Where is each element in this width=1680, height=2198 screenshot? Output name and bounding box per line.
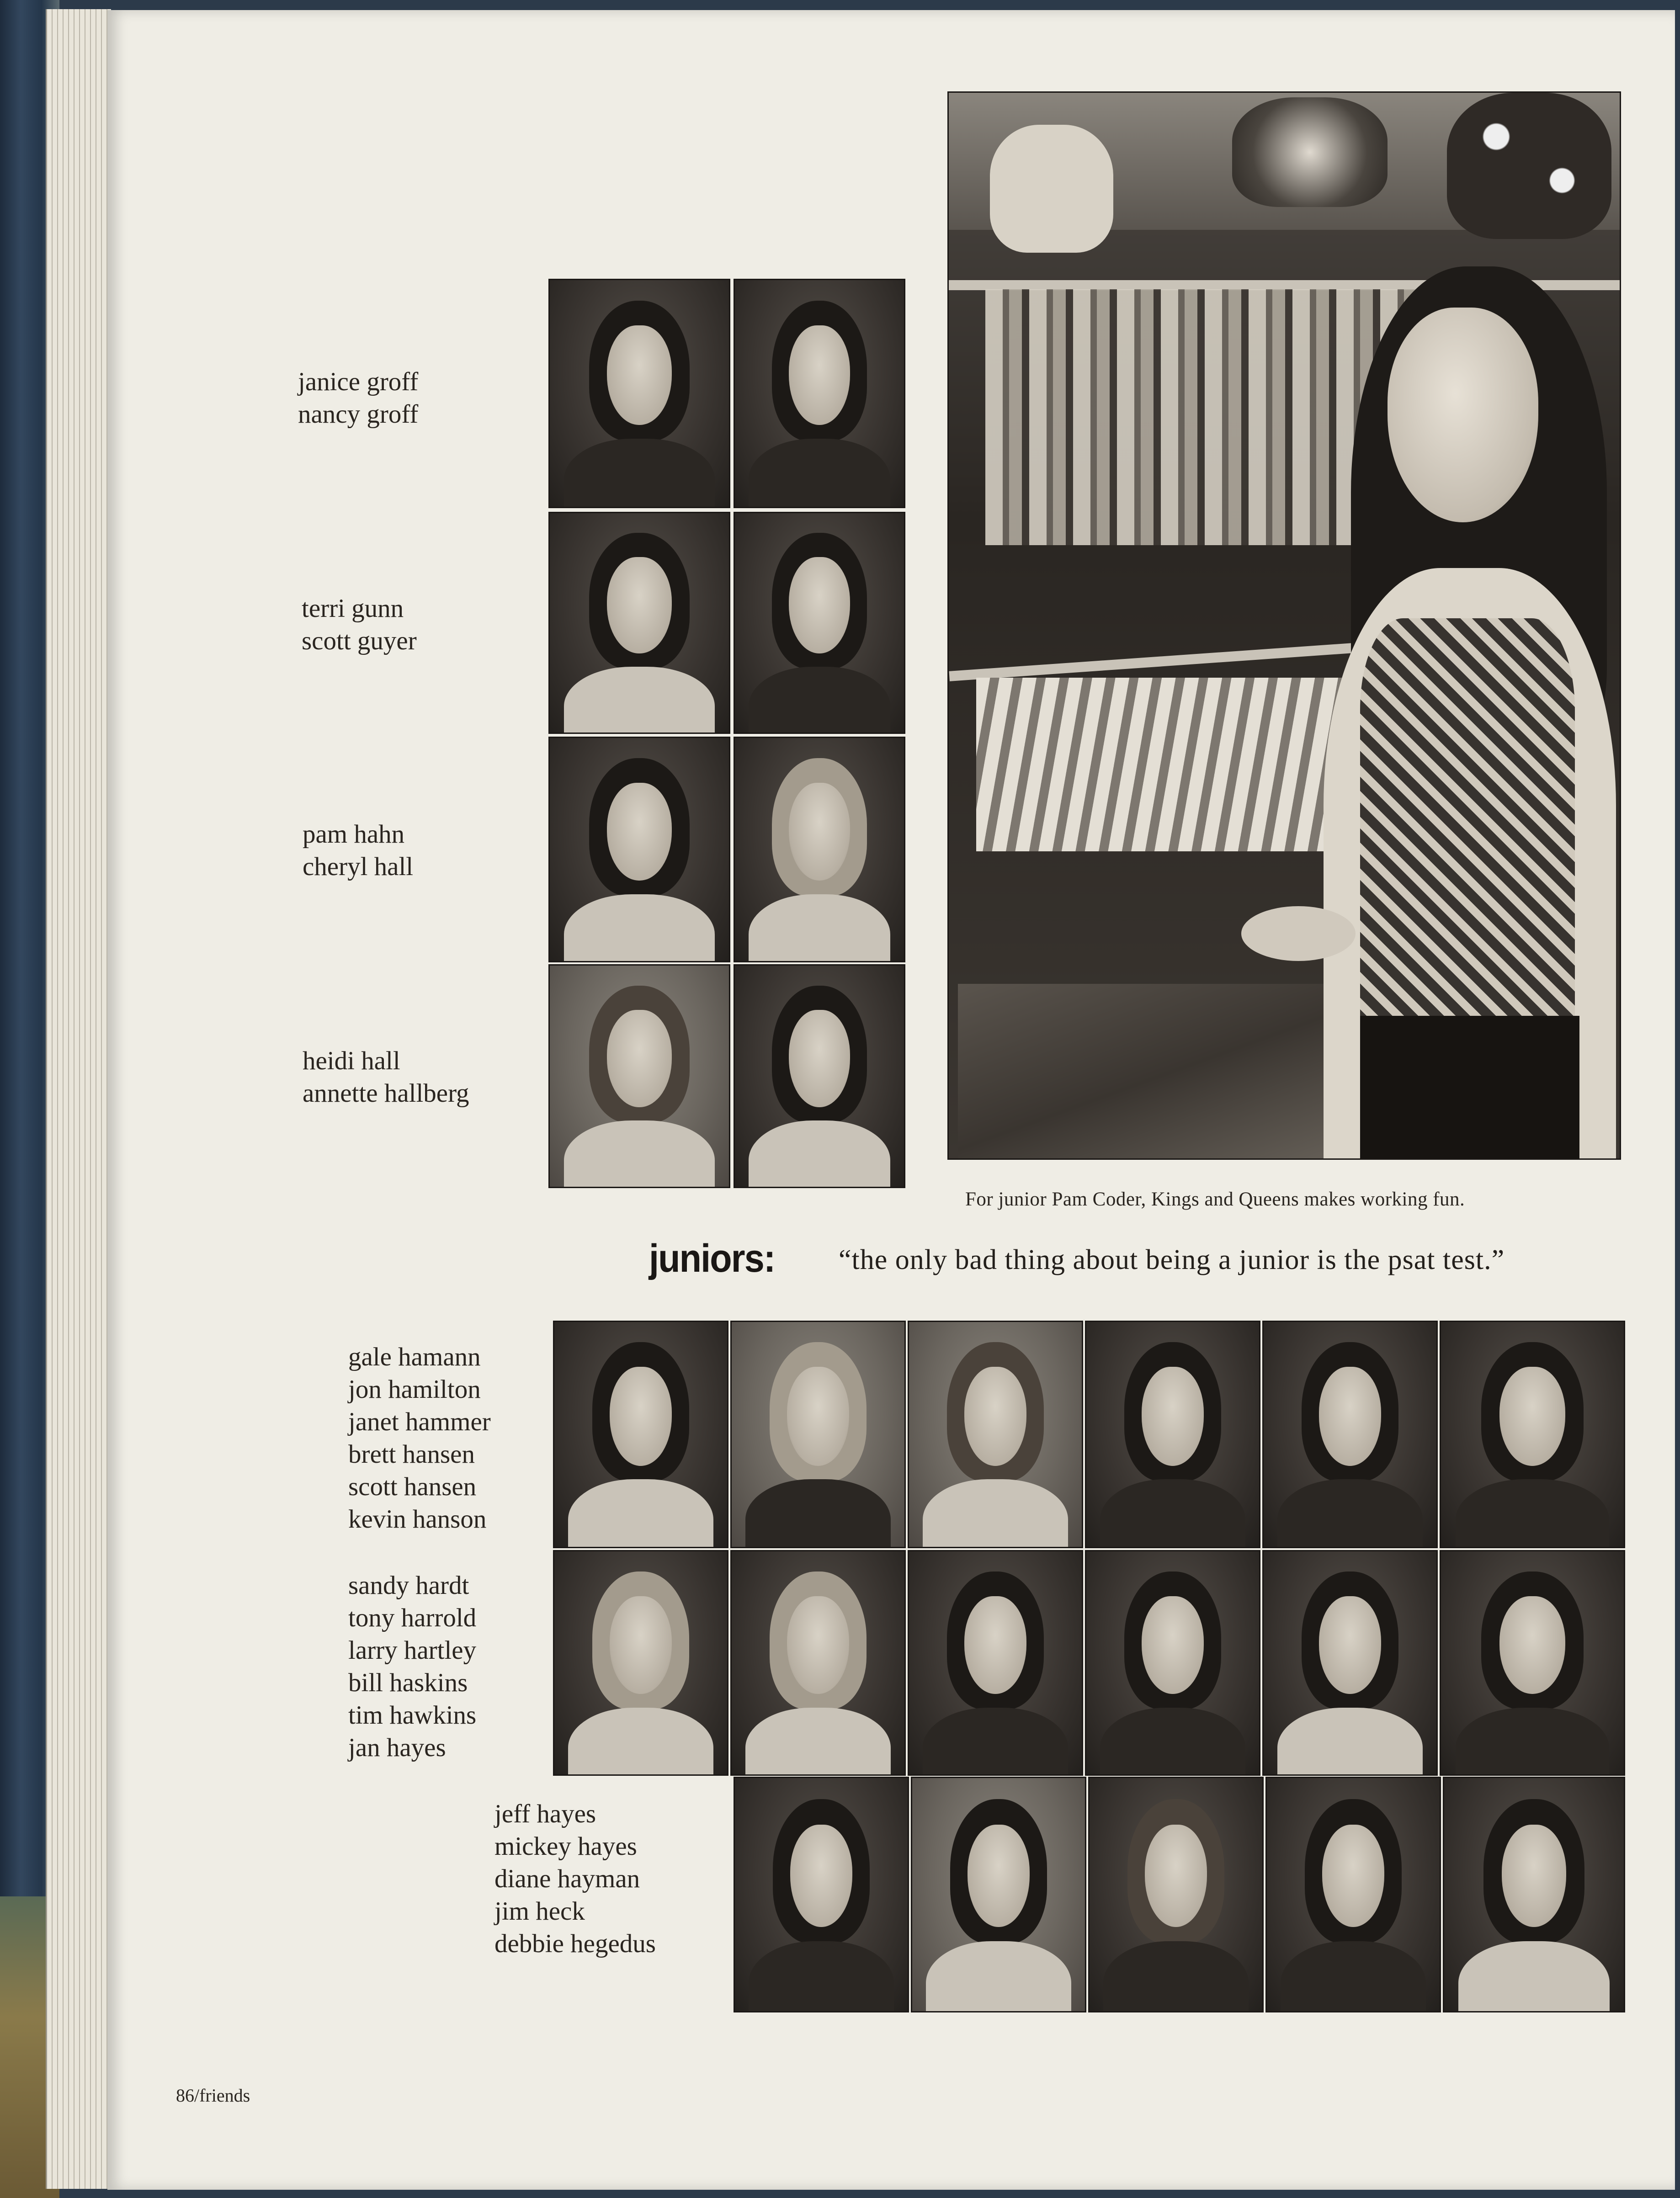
name-pair-4 — [303, 1045, 469, 1110]
student-name: annette hallberg — [303, 1079, 469, 1108]
section-quote: “the only bad thing about being a junior is the psat test.” — [839, 1244, 1505, 1275]
student-name: sandy hardt — [348, 1571, 469, 1600]
page-folio: 86/friends — [176, 2085, 250, 2106]
hanging-purse — [1232, 97, 1388, 207]
portrait-sandy-hardt — [553, 1550, 728, 1776]
portrait-nancy-groff — [734, 279, 905, 508]
woman-face — [1388, 308, 1538, 522]
jackets — [958, 984, 1369, 1160]
portrait-jon-hamilton — [730, 1321, 906, 1548]
student-name: nancy groff — [298, 400, 419, 429]
name-pair-3 — [303, 818, 413, 883]
name-pair-1 — [298, 366, 418, 430]
portrait-cheryl-hall — [734, 737, 905, 962]
student-name: pam hahn — [303, 820, 405, 849]
student-name: tim hawkins — [348, 1701, 477, 1730]
portrait-diane-hayman — [1088, 1777, 1264, 2012]
student-name: tony harrold — [348, 1603, 477, 1632]
portrait-jeff-hayes — [734, 1777, 909, 2012]
portrait-scott-guyer — [734, 512, 905, 734]
student-name: cheryl hall — [303, 852, 414, 881]
student-name: janet hammer — [348, 1407, 491, 1436]
student-name: brett hansen — [348, 1440, 475, 1469]
portrait-tony-harrold — [730, 1550, 906, 1776]
portrait-pam-hahn — [548, 737, 730, 962]
photo-caption: For junior Pam Coder, Kings and Queens makes working fun. — [965, 1189, 1465, 1210]
portrait-scott-hansen — [1262, 1321, 1438, 1548]
student-name: debbie hegedus — [494, 1929, 656, 1958]
portrait-kevin-hanson — [1440, 1321, 1625, 1548]
student-name: scott guyer — [302, 626, 417, 655]
portrait-debbie-hegedus — [1443, 1777, 1625, 2012]
portrait-janet-hammer — [908, 1321, 1083, 1548]
student-name: jeff hayes — [494, 1800, 596, 1828]
portrait-annette-hallberg — [734, 964, 905, 1188]
student-name: larry hartley — [348, 1636, 477, 1665]
section-heading: juniors: — [649, 1237, 775, 1280]
portrait-larry-hartley — [908, 1550, 1083, 1776]
portrait-bill-haskins — [1085, 1550, 1260, 1776]
student-name: diane hayman — [494, 1864, 640, 1893]
hanging-purse — [990, 125, 1113, 253]
student-name: kevin hanson — [348, 1505, 487, 1534]
portrait-terri-gunn — [548, 512, 730, 734]
portrait-tim-hawkins — [1262, 1550, 1438, 1776]
portrait-mickey-hayes — [911, 1777, 1086, 2012]
student-name: jim heck — [494, 1897, 585, 1926]
name-list-row-1 — [348, 1341, 491, 1535]
portrait-brett-hansen — [1085, 1321, 1260, 1548]
woman-hand — [1241, 906, 1356, 961]
student-name: bill haskins — [348, 1668, 468, 1697]
woman-skirt — [1360, 1016, 1579, 1160]
portrait-janice-groff — [548, 279, 730, 508]
student-name: jan hayes — [348, 1733, 446, 1762]
student-name: janice groff — [298, 367, 419, 396]
portrait-heidi-hall — [548, 964, 730, 1188]
portrait-gale-hamann — [553, 1321, 728, 1548]
student-name: gale hamann — [348, 1343, 481, 1371]
page-edges — [46, 9, 111, 2189]
woman-patterned-vest — [1360, 618, 1575, 1075]
student-name: jon hamilton — [348, 1375, 481, 1404]
feature-photo-store — [947, 91, 1621, 1160]
portrait-jim-heck — [1265, 1777, 1441, 2012]
portrait-jan-hayes — [1440, 1550, 1625, 1776]
student-name: terri gunn — [302, 594, 404, 623]
name-pair-2 — [302, 592, 417, 657]
student-name: scott hansen — [348, 1472, 477, 1501]
name-list-row-2 — [348, 1569, 476, 1764]
name-list-row-3 — [494, 1798, 656, 1960]
student-name: mickey hayes — [494, 1832, 637, 1861]
student-name: heidi hall — [303, 1046, 400, 1075]
hanging-purse — [1447, 93, 1611, 239]
